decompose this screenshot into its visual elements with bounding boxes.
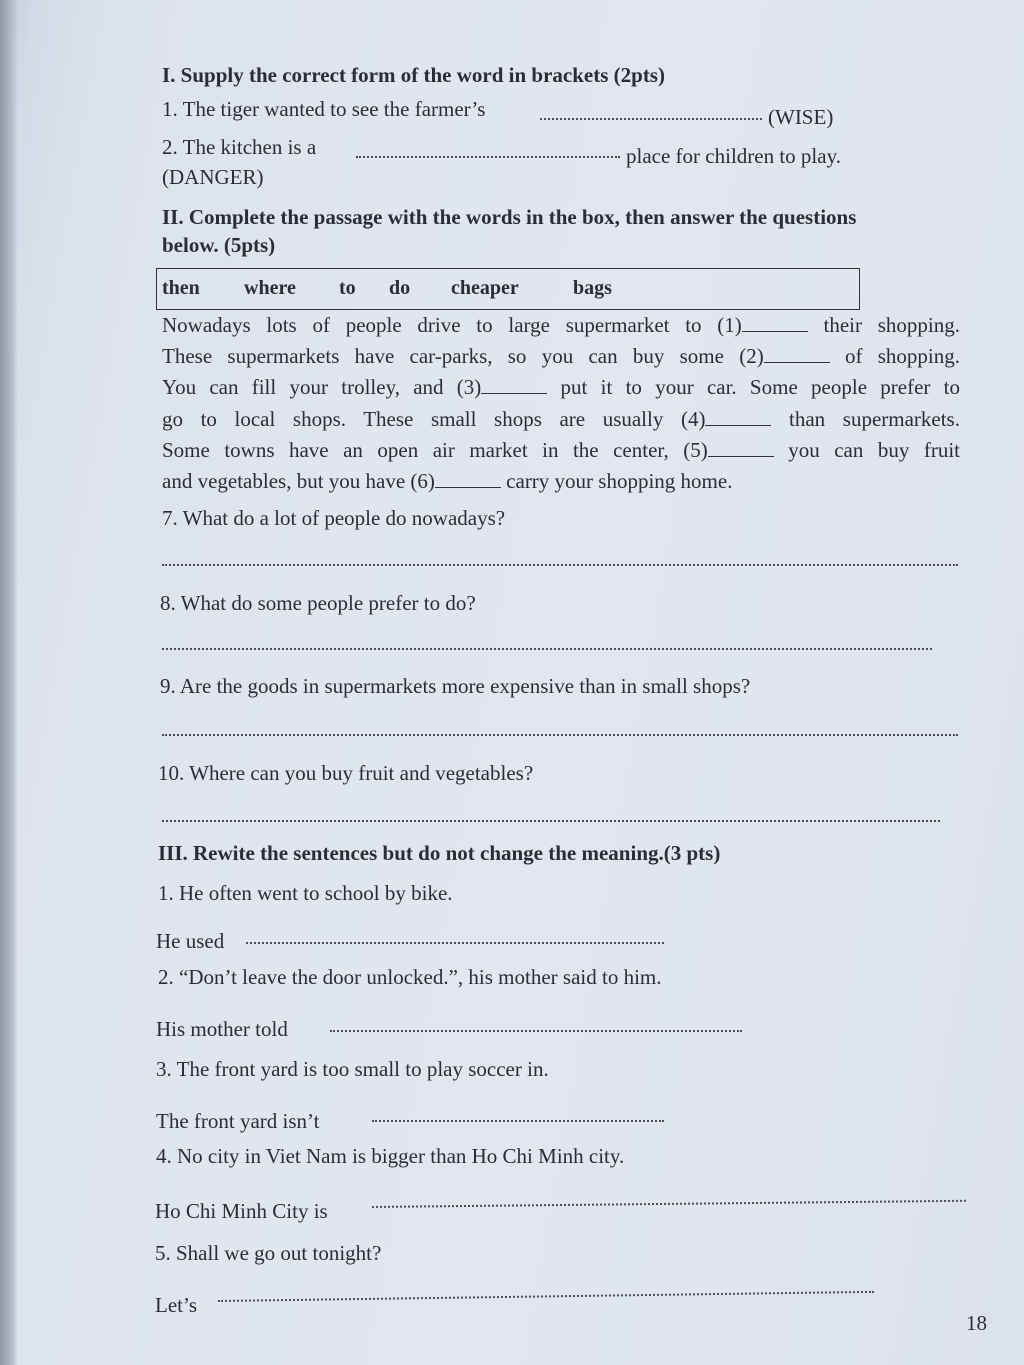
rewrite-answer-line-1[interactable]: [246, 942, 664, 944]
passage-line-3: You can fill your trolley, and (3) put it to your car. Some people prefer to: [162, 375, 960, 399]
rewrite-start-3: The front yard isn’t: [156, 1109, 320, 1133]
section-2-heading-line1: II. Complete the passage with the words in the box, then answer the questions: [162, 205, 857, 229]
q8-answer-line[interactable]: [162, 648, 932, 650]
page-number: 18: [966, 1311, 987, 1335]
box-word: then: [162, 277, 200, 299]
rewrite-start-1: He used: [156, 929, 225, 953]
rewrite-start-5: Let’s: [155, 1293, 197, 1317]
question-7: 7. What do a lot of people do nowadays?: [162, 506, 506, 530]
blank-3[interactable]: [481, 375, 547, 394]
section-3-heading: III. Rewite the sentences but do not change the meaning.(3 pts): [158, 841, 721, 865]
passage-line-6: and vegetables, but you have (6) carry your shopping home.: [162, 469, 733, 493]
blank-5[interactable]: [708, 438, 774, 457]
passage-line-1: Nowadays lots of people drive to large supermarket to (1) their shopping.: [162, 313, 960, 337]
section-1-heading: I. Supply the correct form of the word in brackets (2pts): [162, 63, 665, 87]
question-9: 9. Are the goods in supermarkets more expensive than in small shops?: [160, 674, 751, 698]
rewrite-answer-line-3[interactable]: [372, 1120, 664, 1122]
box-word: cheaper: [451, 277, 519, 299]
blank-1[interactable]: [742, 313, 808, 332]
passage-line-2: These supermarkets have car-parks, so you can buy some (2) of shopping.: [162, 344, 960, 368]
rewrite-answer-line-5[interactable]: [218, 1291, 874, 1302]
section-1-q1-text: 1. The tiger wanted to see the farmer’s: [162, 97, 486, 121]
blank-6[interactable]: [435, 469, 501, 488]
box-word: where: [244, 277, 296, 299]
passage-line-4: go to local shops. These small shops are usually (4) than supermarkets.: [162, 407, 960, 431]
section-1-q1-cue: (WISE): [768, 105, 834, 129]
question-10: 10. Where can you buy fruit and vegetables?: [158, 761, 534, 785]
q10-answer-line[interactable]: [162, 820, 940, 822]
rewrite-answer-line-2[interactable]: [330, 1030, 742, 1032]
box-word: bags: [573, 277, 612, 299]
rewrite-start-4: Ho Chi Minh City is: [155, 1199, 328, 1223]
rewrite-prompt-3: 3. The front yard is too small to play soccer in.: [156, 1057, 549, 1081]
blank-2[interactable]: [764, 344, 830, 363]
section-1-q2-after: place for children to play.: [626, 144, 841, 168]
rewrite-prompt-1: 1. He often went to school by bike.: [158, 881, 453, 905]
q9-answer-line[interactable]: [162, 734, 958, 736]
q2-answer-line[interactable]: [356, 156, 620, 158]
rewrite-prompt-5: 5. Shall we go out tonight?: [155, 1241, 382, 1265]
rewrite-prompt-4: 4. No city in Viet Nam is bigger than Ho Chi Minh city.: [156, 1144, 625, 1168]
q7-answer-line[interactable]: [162, 564, 958, 566]
section-2-heading-line2: below. (5pts): [162, 233, 276, 257]
rewrite-answer-line-4[interactable]: [372, 1200, 966, 1208]
passage-line-5: Some towns have an open air market in the center, (5) you can buy fruit: [162, 438, 960, 462]
question-8: 8. What do some people prefer to do?: [160, 591, 476, 615]
q1-answer-line[interactable]: [540, 118, 762, 120]
word-box: [156, 268, 860, 310]
box-word: do: [389, 277, 411, 299]
blank-4[interactable]: [705, 407, 771, 426]
section-1-q2-cue: (DANGER): [162, 165, 264, 189]
rewrite-start-2: His mother told: [156, 1017, 288, 1041]
rewrite-prompt-2: 2. “Don’t leave the door unlocked.”, his mother said to him.: [158, 965, 662, 989]
section-1-q2-text: 2. The kitchen is a: [162, 135, 317, 159]
box-word: to: [339, 277, 356, 299]
